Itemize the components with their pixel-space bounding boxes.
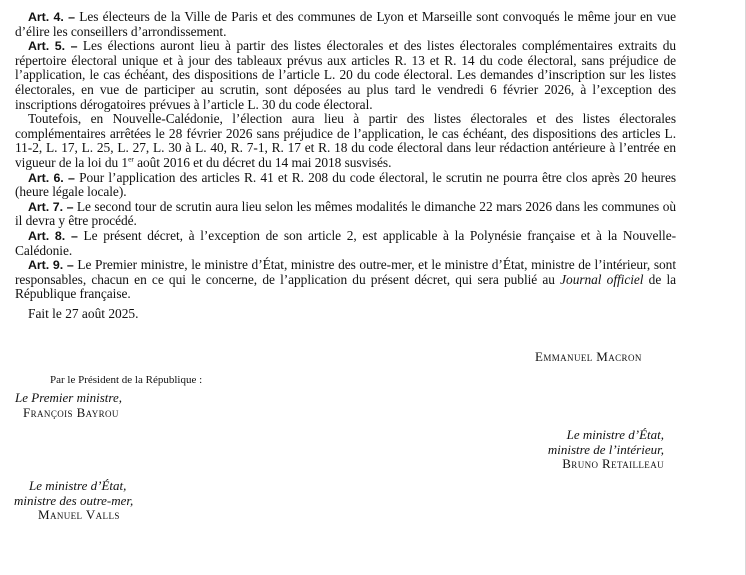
journal-officiel: Journal officiel: [560, 271, 644, 287]
superscript: er: [128, 154, 134, 164]
decree-page: [15, 10, 676, 322]
article-4: [15, 10, 676, 39]
fait-date: Fait le 27 août 2025.: [28, 305, 139, 321]
article-5: [15, 39, 676, 112]
article-label: Art. 4. –: [28, 10, 75, 24]
article-label: Art. 7. –: [28, 199, 74, 214]
signatory-name: Manuel Valls: [38, 507, 120, 522]
signatory-title: Le ministre d’État,: [29, 478, 127, 493]
signatory-title: Le ministre d’État,: [566, 427, 664, 442]
signatory-name: François Bayrou: [23, 404, 119, 420]
article-8: [15, 229, 676, 258]
signatory-ministre-interieur: [540, 428, 664, 472]
president-signature: Emmanuel Macron: [535, 349, 642, 364]
signatory-title: Le Premier ministre,: [15, 390, 122, 405]
article-text: Toutefois, en Nouvelle-Calédonie, l’élection aura lieu à partir des listes électorales et des listes électorales complémentaires arrêtées le 28 février 2026 sans préjudice de l’application, le cas échéant, des dispositions des articles L. 11-2, L. 17, L. 25, L. 27, L. 30 à L. 40, R. 7-1, R. 17 et R. 18 du code électoral dans leur rédaction antérieure à l’entrée en vigueur de la loi du 1: [15, 111, 676, 170]
article-text: de la République française.: [15, 271, 677, 302]
article-9: [15, 258, 676, 302]
signatory-premier-ministre: [15, 391, 122, 420]
article-5-paragraph-2: [15, 112, 676, 170]
article-text: août 2016 et du décret du 14 mai 2018 susvisés.: [133, 154, 392, 170]
par-le-president: Par le Président de la République :: [50, 374, 203, 386]
article-text: Le second tour de scrutin aura lieu selon les mêmes modalités le dimanche 22 mars 2026 dans les communes où il devra y être procédé.: [15, 198, 676, 229]
article-label: Art. 5. –: [28, 39, 78, 54]
article-label: Art. 9. –: [28, 258, 74, 273]
article-text: Le Premier ministre, le ministre d’État, ministre des outre-mer, et le ministre d’État, ministre de l’intérieur, sont responsables, chacun en ce qui le concerne, de l’application du présent décret, qui sera publié au: [15, 257, 676, 287]
signatory-title: ministre des outre-mer,: [14, 492, 134, 508]
article-7: [15, 200, 676, 229]
article-text: Les élections auront lieu à partir des listes électorales et des listes électorales complémentaires extraits du répertoire électoral unique et à jour des tableaux prévus aux articles R. 13 et R. 14 du code électoral, sans préjudice de l’application, le cas échéant, des dispositions de l’article L. 20 du code électoral. Les demandes d’inscription sur les listes électorales, en vue de participer au scrutin, sont déposées au plus tard le vendredi 6 février 2026, à l’exception des inscriptions dérogatoires prévues à l’article L. 30 du code électoral.: [15, 38, 677, 112]
signatory-name: Bruno Retailleau: [562, 456, 664, 471]
signatory-ministre-outre-mer: [14, 479, 133, 523]
article-label: Art. 6. –: [28, 170, 75, 185]
article-text: Le présent décret, à l’exception de son article 2, est applicable à la Polynésie française et à la Nouvelle-Calédonie.: [15, 227, 676, 258]
article-text: Les électeurs de la Ville de Paris et des communes de Lyon et Marseille sont convoqués le même jour en vue d’élire les conseillers d’arrondissement.: [15, 9, 676, 39]
signatory-title: ministre de l’intérieur,: [547, 441, 664, 457]
article-6: [15, 171, 676, 200]
article-label: Art. 8. –: [28, 228, 78, 243]
article-text: Pour l’application des articles R. 41 et R. 208 du code électoral, le scrutin ne pourra être clos après 20 heures (heure légale locale).: [15, 169, 676, 200]
